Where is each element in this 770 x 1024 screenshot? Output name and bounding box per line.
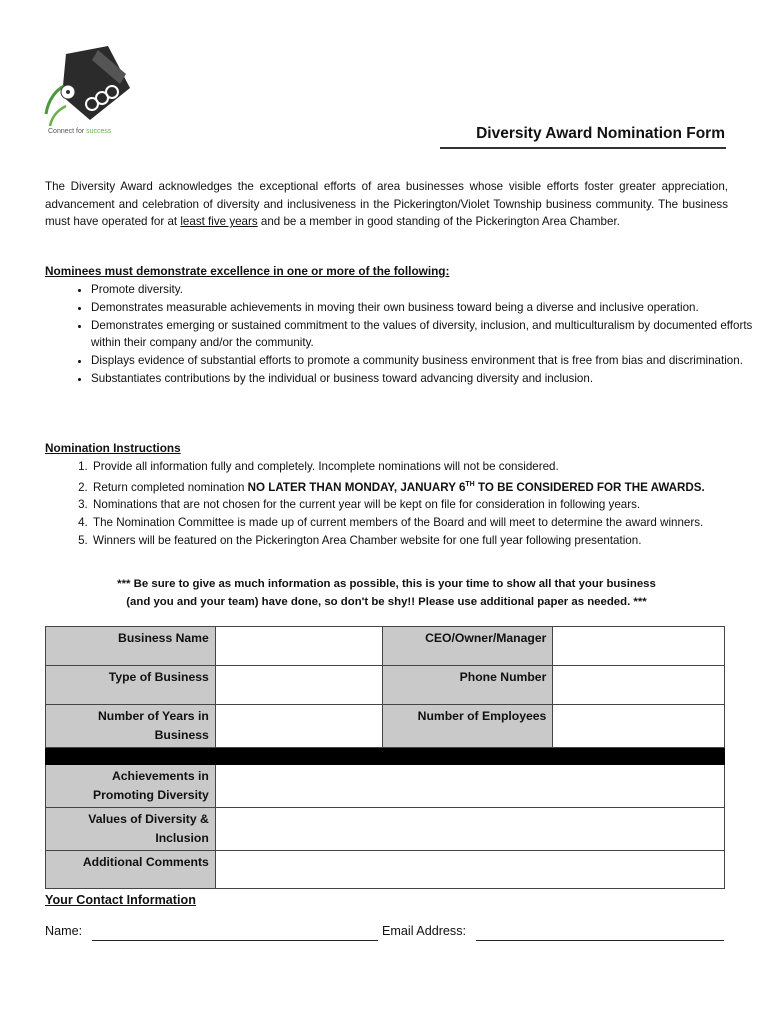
separator-row	[46, 748, 725, 765]
name-label: Name:	[45, 924, 83, 938]
contact-heading: Your Contact Information	[45, 893, 196, 907]
intro-paragraph: The Diversity Award acknowledges the exceptional efforts of area businesses whose visible efforts foster greater appreciation, advancement and celebration of diversity and inclusiveness in the Pickerington/Violet Township business community. The business must have operated for at least five years and be a member in good standing of the Pickerington Area Chamber.	[45, 180, 728, 228]
chamber-logo	[38, 44, 134, 140]
list-item: 5. Winners will be featured on the Pickerington Area Chamber website for one full year following presentation.	[91, 532, 770, 550]
list-item: • Promote diversity.	[91, 281, 770, 299]
criteria-heading: Nominees must demonstrate excellence in one or more of the following:	[45, 264, 450, 278]
achievements-field[interactable]	[215, 765, 724, 808]
achievements-label: Achievements in Promoting Diversity	[46, 765, 216, 808]
number-of-employees-label: Number of Employees	[383, 705, 553, 748]
type-of-business-field[interactable]	[215, 666, 383, 705]
list-item: 3. Nominations that are not chosen for the current year will be kept on file for consideration in following years.	[91, 496, 770, 514]
number-of-employees-field[interactable]	[553, 705, 725, 748]
logo-tagline: Connect for success	[48, 128, 112, 135]
instructions-list	[45, 458, 770, 550]
years-in-business-field[interactable]	[215, 705, 383, 748]
ceo-field[interactable]	[553, 627, 725, 666]
additional-comments-label: Additional Comments	[46, 851, 216, 889]
type-of-business-label: Type of Business	[46, 666, 216, 705]
list-item: • Displays evidence of substantial efforts to promote a community business environment that is free from bias and discrimination.	[91, 352, 770, 370]
email-input-line[interactable]	[476, 940, 724, 941]
values-field[interactable]	[215, 808, 724, 851]
email-label: Email Address:	[382, 924, 466, 938]
list-item: • Demonstrates emerging or sustained commitment to the values of diversity, inclusion, and multiculturalism by documented efforts within their company and/or the community.	[91, 317, 770, 353]
list-item: • Substantiates contributions by the individual or business toward advancing diversity and inclusion.	[91, 370, 770, 388]
phone-number-label: Phone Number	[383, 666, 553, 705]
encouragement-note: *** Be sure to give as much information as possible, this is your time to show all that your business (and you and your team) have done, so don't be shy!! Please use additional paper as needed. ***	[117, 578, 656, 608]
nomination-form-table	[45, 626, 725, 889]
name-input-line[interactable]	[92, 940, 378, 941]
list-item: 1. Provide all information fully and completely. Incomplete nominations will not be considered.	[91, 458, 770, 476]
ceo-label: CEO/Owner/Manager	[383, 627, 553, 666]
additional-comments-field[interactable]	[215, 851, 724, 889]
phone-number-field[interactable]	[553, 666, 725, 705]
instructions-heading: Nomination Instructions	[45, 441, 181, 455]
list-item: 2. Return completed nomination NO LATER THAN MONDAY, JANUARY 6TH TO BE CONSIDERED FOR THE AWARDS.	[91, 476, 770, 497]
business-name-field[interactable]	[215, 627, 383, 666]
list-item: • Demonstrates measurable achievements in moving their own business toward being a diverse and inclusive operation.	[91, 299, 770, 317]
page-title: Diversity Award Nomination Form	[476, 125, 725, 142]
values-label: Values of Diversity & Inclusion	[46, 808, 216, 851]
list-item: 4. The Nomination Committee is made up of current members of the Board and will meet to determine the award winners.	[91, 514, 770, 532]
criteria-list	[45, 281, 770, 388]
years-in-business-label: Number of Years in Business	[46, 705, 216, 748]
title-rule	[440, 147, 726, 149]
business-name-label: Business Name	[46, 627, 216, 666]
